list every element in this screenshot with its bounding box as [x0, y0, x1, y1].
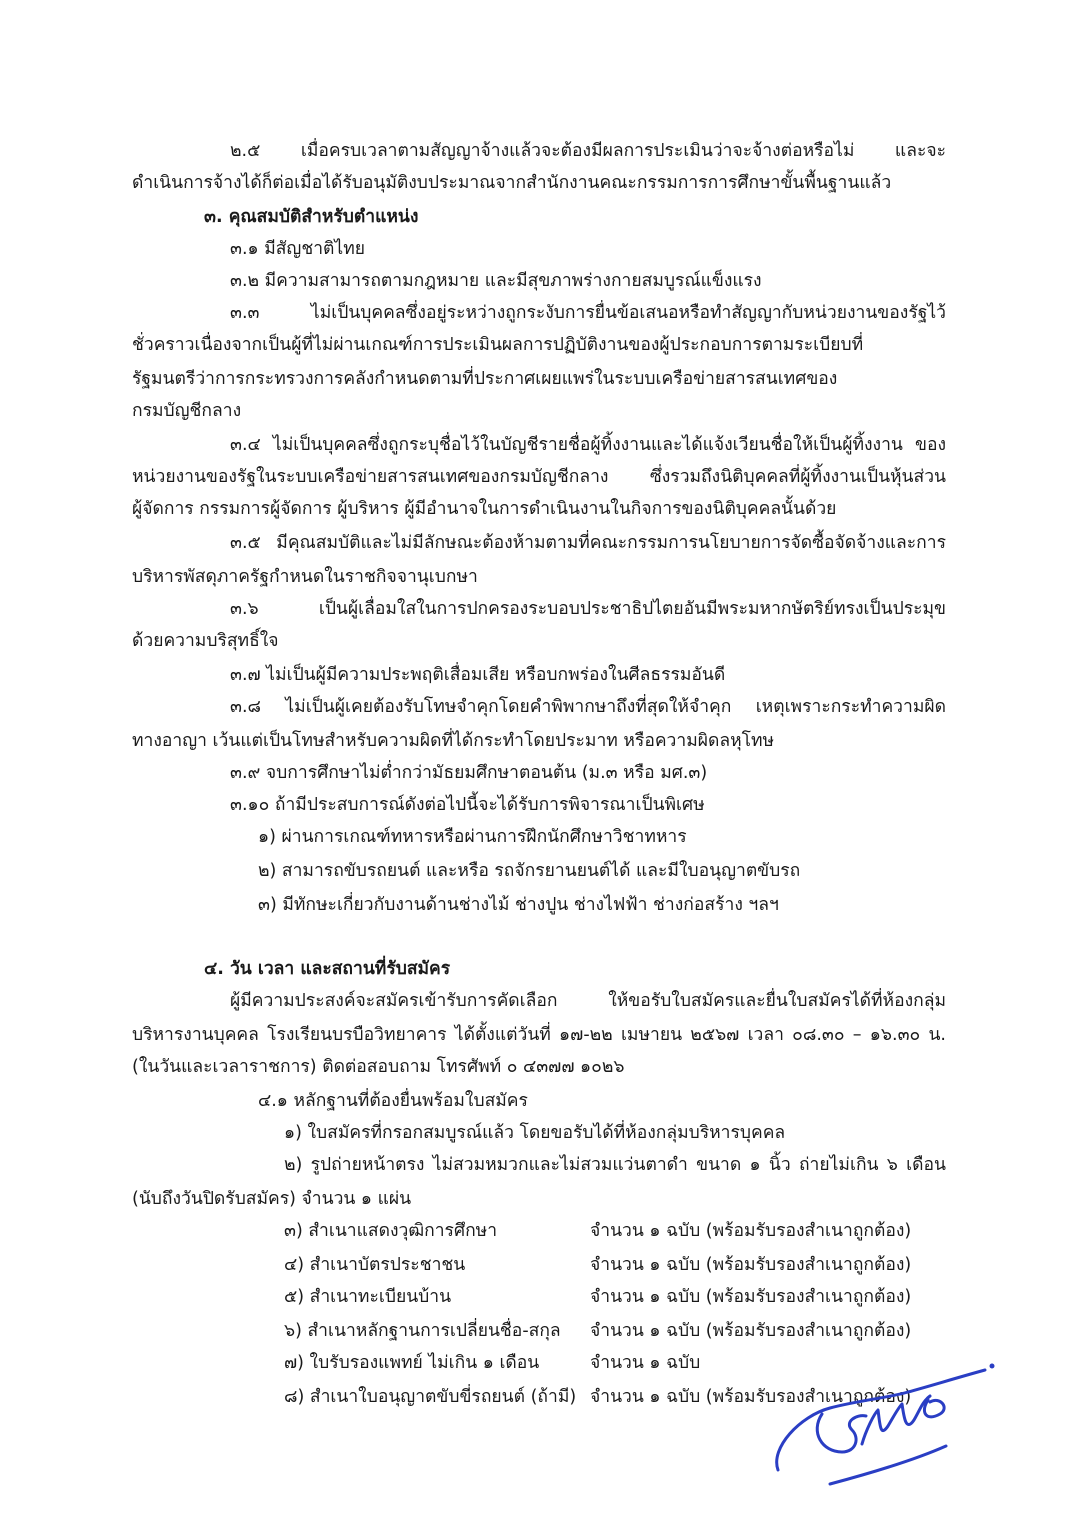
- doc-item-name: ๗) ใบรับรองแพทย์ ไม่เกิน ๑ เดือน: [284, 1353, 540, 1373]
- section-4-para-line3: (ในวันและเวลาราชการ) ติดต่อสอบถาม โทรศัพท์ ๐ ๔๓๗๗ ๑๐๒๖: [132, 1057, 625, 1077]
- item-3-4-line3: ผู้จัดการ กรรมการผู้จัดการ ผู้บริหาร ผู้มีอำนาจในการดำเนินงานในกิจการของนิติบุคคลนั้นด้วย: [132, 499, 837, 519]
- item-3-8-line2: ทางอาญา เว้นแต่เป็นโทษสำหรับความผิดที่ได้กระทำโดยประมาท หรือความผิดลหุโทษ: [132, 731, 775, 751]
- section-3-heading: ๓. คุณสมบัติสำหรับตำแหน่ง: [204, 207, 419, 227]
- doc-item-qty: จำนวน ๑ ฉบับ: [590, 1353, 701, 1373]
- item-4-1: ๔.๑ หลักฐานที่ต้องยื่นพร้อมใบสมัคร: [258, 1091, 528, 1111]
- signature-stroke: [862, 1396, 930, 1444]
- handwritten-signature: [770, 1352, 1000, 1502]
- item-3-9: ๓.๙ จบการศึกษาไม่ต่ำกว่ามัธยมศึกษาตอนต้น (ม.๓ หรือ มศ.๓): [230, 763, 708, 783]
- signature-stroke: [777, 1370, 985, 1470]
- item-3-6-line2: ด้วยความบริสุทธิ์ใจ: [132, 631, 279, 651]
- item-3-5-line1: ๓.๕ มีคุณสมบัติและไม่มีลักษณะต้องห้ามตามที่คณะกรรมการนโยบายการจัดซื้อจัดจ้างและการ: [230, 533, 946, 553]
- doc-item-qty: จำนวน ๑ ฉบับ (พร้อมรับรองสำเนาถูกต้อง): [590, 1287, 912, 1307]
- doc-item-name: ๘) สำเนาใบอนุญาตขับขี่รถยนต์ (ถ้ามี): [284, 1387, 577, 1407]
- doc-item-qty: จำนวน ๑ ฉบับ (พร้อมรับรองสำเนาถูกต้อง): [590, 1387, 912, 1407]
- item-3-10-sub-2: ๒) สามารถขับรถยนต์ และหรือ รถจักรยานยนต์ได้ และมีใบอนุญาตขับรถ: [258, 861, 801, 881]
- doc-item-name: ๓) สำเนาแสดงวุฒิการศึกษา: [284, 1221, 498, 1241]
- doc-2-line2: (นับถึงวันปิดรับสมัคร) จำนวน ๑ แผ่น: [132, 1189, 412, 1209]
- item-3-8-line1: ๓.๘ ไม่เป็นผู้เคยต้องรับโทษจำคุกโดยคำพิพากษาถึงที่สุดให้จำคุก เหตุเพราะกระทำความผิด: [230, 697, 946, 717]
- doc-item-name: ๖) สำเนาหลักฐานการเปลี่ยนชื่อ-สกุล: [284, 1321, 561, 1341]
- item-3-6-line1: ๓.๖ เป็นผู้เลื่อมใสในการปกครองระบอบประชาธิปไตยอันมีพระมหากษัตริย์ทรงเป็นประมุข: [230, 599, 946, 619]
- doc-item-qty: จำนวน ๑ ฉบับ (พร้อมรับรองสำเนาถูกต้อง): [590, 1321, 912, 1341]
- item-3-10-sub-3: ๓) มีทักษะเกี่ยวกับงานด้านช่างไม้ ช่างปูน ช่างไฟฟ้า ช่างก่อสร้าง ฯลฯ: [258, 895, 779, 915]
- item-3-2: ๓.๒ มีความสามารถตามกฎหมาย และมีสุขภาพร่างกายสมบูรณ์แข็งแรง: [230, 271, 762, 291]
- item-3-4-line2: หน่วยงานของรัฐในระบบเครือข่ายสารสนเทศของกรมบัญชีกลาง ซึ่งรวมถึงนิติบุคคลที่ผู้ทิ้งงานเป็นหุ้นส่วน: [132, 467, 946, 487]
- item-3-3-line3: รัฐมนตรีว่าการกระทรวงการคลังกำหนดตามที่ประกาศเผยแพร่ในระบบเครือข่ายสารสนเทศของ: [132, 369, 838, 389]
- item-3-10-sub-1: ๑) ผ่านการเกณฑ์ทหารหรือผ่านการฝึกนักศึกษาวิชาทหาร: [258, 827, 687, 847]
- item-3-3-line1: ๓.๓ ไม่เป็นบุคคลซึ่งอยู่ระหว่างถูกระงับการยื่นข้อเสนอหรือทำสัญญากับหน่วยงานของรัฐไว้: [230, 303, 946, 323]
- item-3-3-line4: กรมบัญชีกลาง: [132, 401, 242, 421]
- item-3-7: ๓.๗ ไม่เป็นผู้มีความประพฤติเสื่อมเสีย หรือบกพร่องในศีลธรรมอันดี: [230, 665, 726, 685]
- signature-dot: [990, 1364, 995, 1369]
- doc-item-qty: จำนวน ๑ ฉบับ (พร้อมรับรองสำเนาถูกต้อง): [590, 1221, 912, 1241]
- section-4-para-line1: ผู้มีความประสงค์จะสมัครเข้ารับการคัดเลือก ให้ขอรับใบสมัครและยื่นใบสมัครได้ที่ห้องกลุ่ม: [230, 991, 946, 1011]
- doc-item-name: ๕) สำเนาทะเบียนบ้าน: [284, 1287, 452, 1307]
- doc-item-qty: จำนวน ๑ ฉบับ (พร้อมรับรองสำเนาถูกต้อง): [590, 1255, 912, 1275]
- item-3-1: ๓.๑ มีสัญชาติไทย: [230, 239, 365, 259]
- doc-item-name: ๔) สำเนาบัตรประชาชน: [284, 1255, 466, 1275]
- signature-stroke: [924, 1400, 944, 1417]
- doc-1: ๑) ใบสมัครที่กรอกสมบูรณ์แล้ว โดยขอรับได้ที่ห้องกลุ่มบริหารบุคคล: [284, 1123, 786, 1143]
- doc-2-line1: ๒) รูปถ่ายหน้าตรง ไม่สวมหมวกและไม่สวมแว่นตาดำ ขนาด ๑ นิ้ว ถ่ายไม่เกิน ๖ เดือน: [284, 1155, 946, 1175]
- item-2-5-line2: ดำเนินการจ้างได้ก็ต่อเมื่อได้รับอนุมัติงบประมาณจากสำนักงานคณะกรรมการการศึกษาขั้นพื้นฐานแล้ว: [132, 173, 892, 193]
- item-3-4-line1: ๓.๔ ไม่เป็นบุคคลซึ่งถูกระบุชื่อไว้ในบัญชีรายชื่อผู้ทิ้งงานและได้แจ้งเวียนชื่อให้เป็นผู้ทิ้งงาน ของ: [230, 435, 946, 455]
- section-4-para-line2: บริหารงานบุคคล โรงเรียนบรบือวิทยาคาร ได้ตั้งแต่วันที่ ๑๗-๒๒ เมษายน ๒๕๖๗ เวลา ๐๘.๓๐ – ๑๖.๓๐ น.: [132, 1025, 946, 1045]
- section-4-heading: ๔. วัน เวลา และสถานที่รับสมัคร: [204, 959, 451, 979]
- item-3-10: ๓.๑๐ ถ้ามีประสบการณ์ดังต่อไปนี้จะได้รับการพิจารณาเป็นพิเศษ: [230, 795, 705, 815]
- item-3-3-line2: ชั่วคราวเนื่องจากเป็นผู้ที่ไม่ผ่านเกณฑ์การประเมินผลการปฏิบัติงานของผู้ประกอบการตามระเบียบที่: [132, 335, 864, 355]
- item-3-5-line2: บริหารพัสดุภาครัฐกำหนดในราชกิจจานุเบกษา: [132, 567, 478, 587]
- signature-stroke: [817, 1414, 866, 1452]
- item-2-5-line1: ๒.๕ เมื่อครบเวลาตามสัญญาจ้างแล้วจะต้องมีผลการประเมินว่าจะจ้างต่อหรือไม่ และจะ: [230, 141, 946, 161]
